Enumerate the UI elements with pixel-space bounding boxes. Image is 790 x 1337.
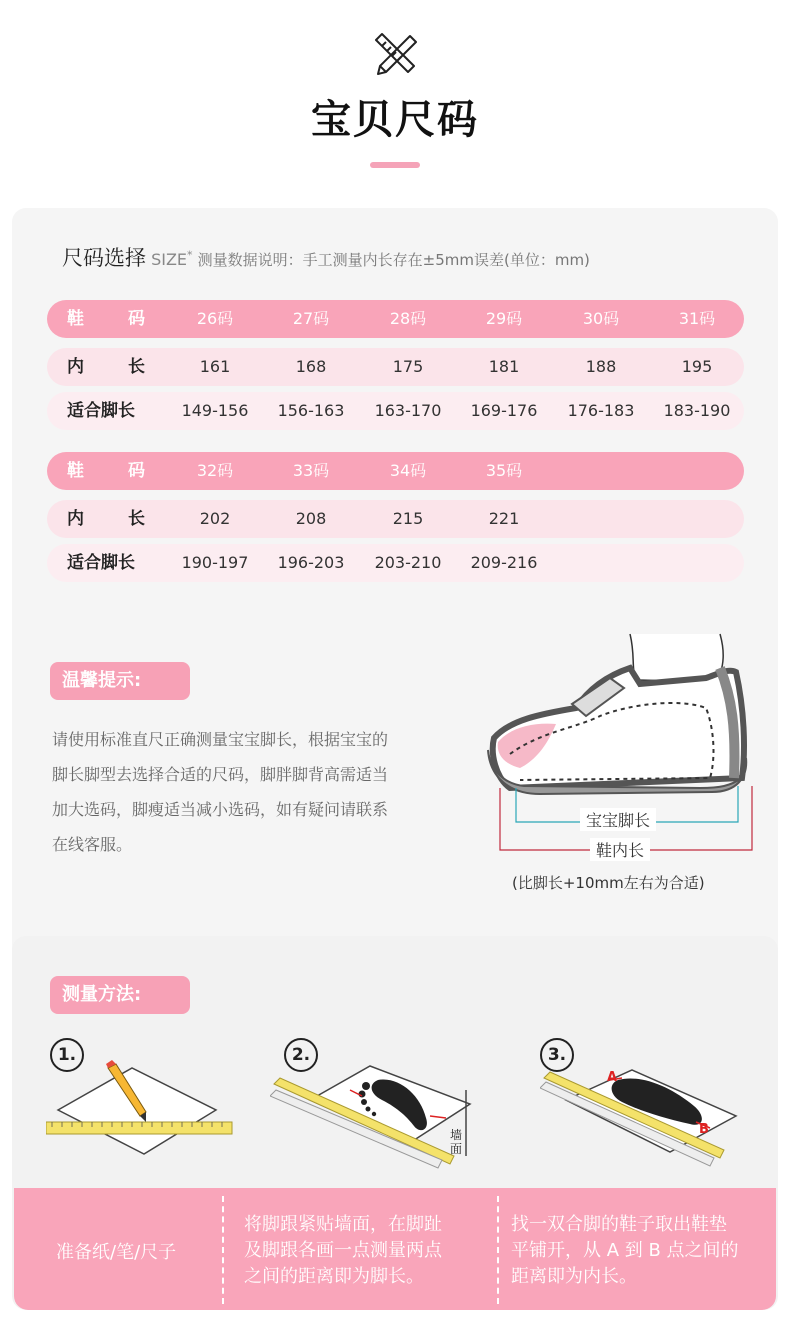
- fit-cell: 176-183: [567, 401, 635, 420]
- row-label-char: 内: [67, 509, 84, 529]
- size-heading-title: 尺码选择: [62, 246, 146, 270]
- fit-cell: 196-203: [277, 553, 345, 572]
- step-3-text: [511, 1212, 739, 1290]
- band-divider: [497, 1196, 499, 1304]
- size-cell: 31码: [678, 309, 716, 328]
- table1-inner-row: [47, 348, 744, 386]
- inner-cell: 215: [392, 509, 424, 528]
- step-1-illustration: [46, 1060, 236, 1160]
- inner-cell: 181: [488, 357, 520, 376]
- row-label-char: 长: [128, 509, 145, 529]
- tips-text: [52, 722, 444, 862]
- fit-cell: 149-156: [181, 401, 249, 420]
- size-cell: 28码: [389, 309, 427, 328]
- size-cell: 33码: [292, 461, 330, 480]
- size-cell: 27码: [292, 309, 330, 328]
- point-b-label: B: [699, 1122, 709, 1137]
- step-text-line: 找一双合脚的鞋子取出鞋垫: [511, 1214, 727, 1235]
- step-text-line: 之间的距离即为脚长。: [244, 1266, 424, 1287]
- row-label-char: 码: [128, 309, 145, 329]
- fit-cell: 203-210: [374, 553, 442, 572]
- inner-cell: 188: [585, 357, 617, 376]
- row-label-char: 鞋: [67, 461, 84, 481]
- size-cell: 35码: [485, 461, 523, 480]
- row-label-char: 码: [128, 461, 145, 481]
- row-label-char: 内: [67, 357, 84, 377]
- ruler: [46, 1122, 232, 1134]
- table2-size-row: [47, 452, 744, 490]
- fit-cell: 163-170: [374, 401, 442, 420]
- step-text-line: 及脚跟各画一点测量两点: [244, 1240, 442, 1261]
- page-title: 宝贝尺码: [311, 97, 479, 143]
- step-text-line: 距离即为内长。: [511, 1266, 637, 1287]
- step-3-number: 3.: [540, 1038, 574, 1072]
- step-1-number: 1.: [50, 1038, 84, 1072]
- inner-cell: 168: [295, 357, 327, 376]
- shoe-inner-label: 鞋内长: [590, 838, 650, 861]
- step-text-line: 将脚跟紧贴墙面，在脚趾: [244, 1214, 442, 1235]
- size-cell: 32码: [196, 461, 234, 480]
- inner-cell: 161: [199, 357, 231, 376]
- step-2-text: [244, 1212, 442, 1290]
- inner-cell: 221: [488, 509, 520, 528]
- size-cell: 26码: [196, 309, 234, 328]
- inner-cell: 202: [199, 509, 231, 528]
- fit-cell: 190-197: [181, 553, 249, 572]
- point-a-label: A: [607, 1070, 618, 1085]
- wall-label-char: 面: [450, 1142, 463, 1156]
- fit-cell: 156-163: [277, 401, 345, 420]
- fit-cell: 183-190: [663, 401, 731, 420]
- foot-length-label: 宝宝脚长: [580, 808, 656, 831]
- size-cell: 34码: [389, 461, 427, 480]
- table2-inner-row: [47, 500, 744, 538]
- size-heading-note: 测量数据说明：手工测量内长存在±5mm误差(单位：mm): [197, 251, 590, 269]
- wall-label: [450, 1128, 462, 1156]
- size-heading-star: *: [187, 248, 193, 262]
- tips-line: 加大选码，脚瘦适当减小选码，如有疑问请联系: [52, 800, 389, 819]
- band-divider: [222, 1196, 224, 1304]
- tips-line: 在线客服。: [52, 835, 133, 854]
- step-1-text: [56, 1240, 176, 1266]
- fit-cell: 209-216: [470, 553, 538, 572]
- table1-fit-row: [47, 392, 744, 430]
- inner-cell: 208: [295, 509, 327, 528]
- inner-cell: 195: [681, 357, 713, 376]
- step-text-line: 平铺开，从 A 到 B 点之间的: [511, 1240, 739, 1261]
- inner-cell: 175: [392, 357, 424, 376]
- size-heading: [62, 242, 590, 272]
- row-label-inner: [67, 500, 145, 538]
- diagram-note: (比脚长+10mm左右为合适): [512, 874, 705, 892]
- pencil-ruler-icon: [370, 30, 420, 76]
- tips-line: 脚长脚型去选择合适的尺码，脚胖脚背高需适当: [52, 765, 389, 784]
- row-label-size: [67, 300, 145, 338]
- tips-line: 请使用标准直尺正确测量宝宝脚长，根据宝宝的: [52, 730, 389, 749]
- tips-tag: 温馨提示:: [50, 662, 190, 700]
- wall-label-char: 墙: [450, 1128, 463, 1142]
- method-tag: 测量方法:: [50, 976, 190, 1014]
- row-label-char: 鞋: [67, 309, 84, 329]
- table2-fit-row: [47, 544, 744, 582]
- title-underline: [370, 162, 420, 168]
- row-label-inner: [67, 348, 145, 386]
- row-label-size: [67, 452, 145, 490]
- row-label-char: 长: [128, 357, 145, 377]
- row-label-fit: 适合脚长: [67, 401, 135, 421]
- row-label-fit: 适合脚长: [67, 553, 135, 573]
- step-2-number: 2.: [284, 1038, 318, 1072]
- size-cell: 30码: [582, 309, 620, 328]
- size-heading-en: SIZE: [151, 250, 188, 269]
- step-text-line: 准备纸/笔/尺子: [56, 1242, 177, 1263]
- fit-cell: 169-176: [470, 401, 538, 420]
- step-3-illustration: [540, 1066, 740, 1170]
- size-cell: 29码: [485, 309, 523, 328]
- table1-size-row: [47, 300, 744, 338]
